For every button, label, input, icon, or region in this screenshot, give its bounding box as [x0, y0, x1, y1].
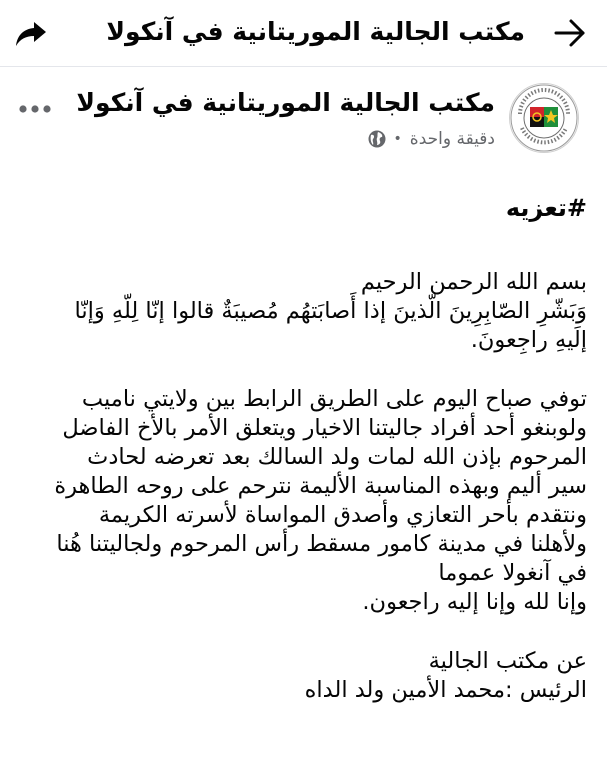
separator-dot: • [393, 131, 402, 147]
page-title: مكتب الجالية الموريتانية في آنكولا [106, 17, 525, 46]
post-line: إلَيهِ راجِعونَ. [470, 327, 587, 353]
avatar[interactable] [509, 83, 579, 153]
arrow-right-icon[interactable] [553, 18, 587, 48]
post-line: الرئيس :محمد الأمين ولد الداه [304, 677, 587, 703]
community-logo-icon [510, 84, 578, 152]
post-meta [368, 127, 495, 151]
top-bar [0, 0, 607, 67]
post-line: ونتقدم بأحر التعازي وأصدق المواساة لأسرته الكريمة [98, 502, 587, 528]
post-author-name[interactable]: مكتب الجالية الموريتانية في آنكولا [76, 88, 495, 117]
post-line: ولأهلنا في مدينة كامور مسقط رأس المرحوم ولجاليتنا هُنا [56, 531, 587, 557]
paragraph-announcement [17, 385, 587, 617]
hashtag-link[interactable]: #تعزيه [505, 194, 587, 222]
post-body [17, 180, 587, 735]
post-line: وَبَشّرِ الصّابِرِينَ الّذينَ إذا أَصابَتهُم مُصيبَةٌ قالوا إنّا لِلّهِ وَإنّا [74, 298, 587, 324]
post-line: عن مكتب الجالية [428, 648, 587, 674]
post-line: ولوبنغو أحد أفراد جاليتنا الاخيار ويتعلق الأمر بالأخ الفاضل [62, 415, 587, 441]
post-line: بسم الله الرحمن الرحيم [360, 269, 587, 295]
post-line: سير أليم وبهذه المناسبة الأليمة نترحم على روحه الطاهرة [54, 473, 587, 499]
post-line: في آنغولا عموما [438, 560, 587, 586]
globe-icon [368, 130, 386, 148]
post-line: المرحوم بإذن الله لمات ولد السالك بعد تعرضه لحادث [87, 444, 587, 470]
post-line: وإنا لله وإنا إليه راجعون. [362, 589, 587, 615]
share-icon[interactable] [14, 16, 48, 50]
more-dots-icon[interactable] [18, 103, 52, 115]
paragraph-basmala [17, 268, 587, 355]
post-header [0, 67, 607, 177]
paragraph-signature [17, 647, 587, 705]
post-line: توفي صباح اليوم على الطريق الرابط بين ولايتي ناميب [81, 386, 587, 412]
post-time[interactable]: دقيقة واحدة [409, 129, 495, 149]
